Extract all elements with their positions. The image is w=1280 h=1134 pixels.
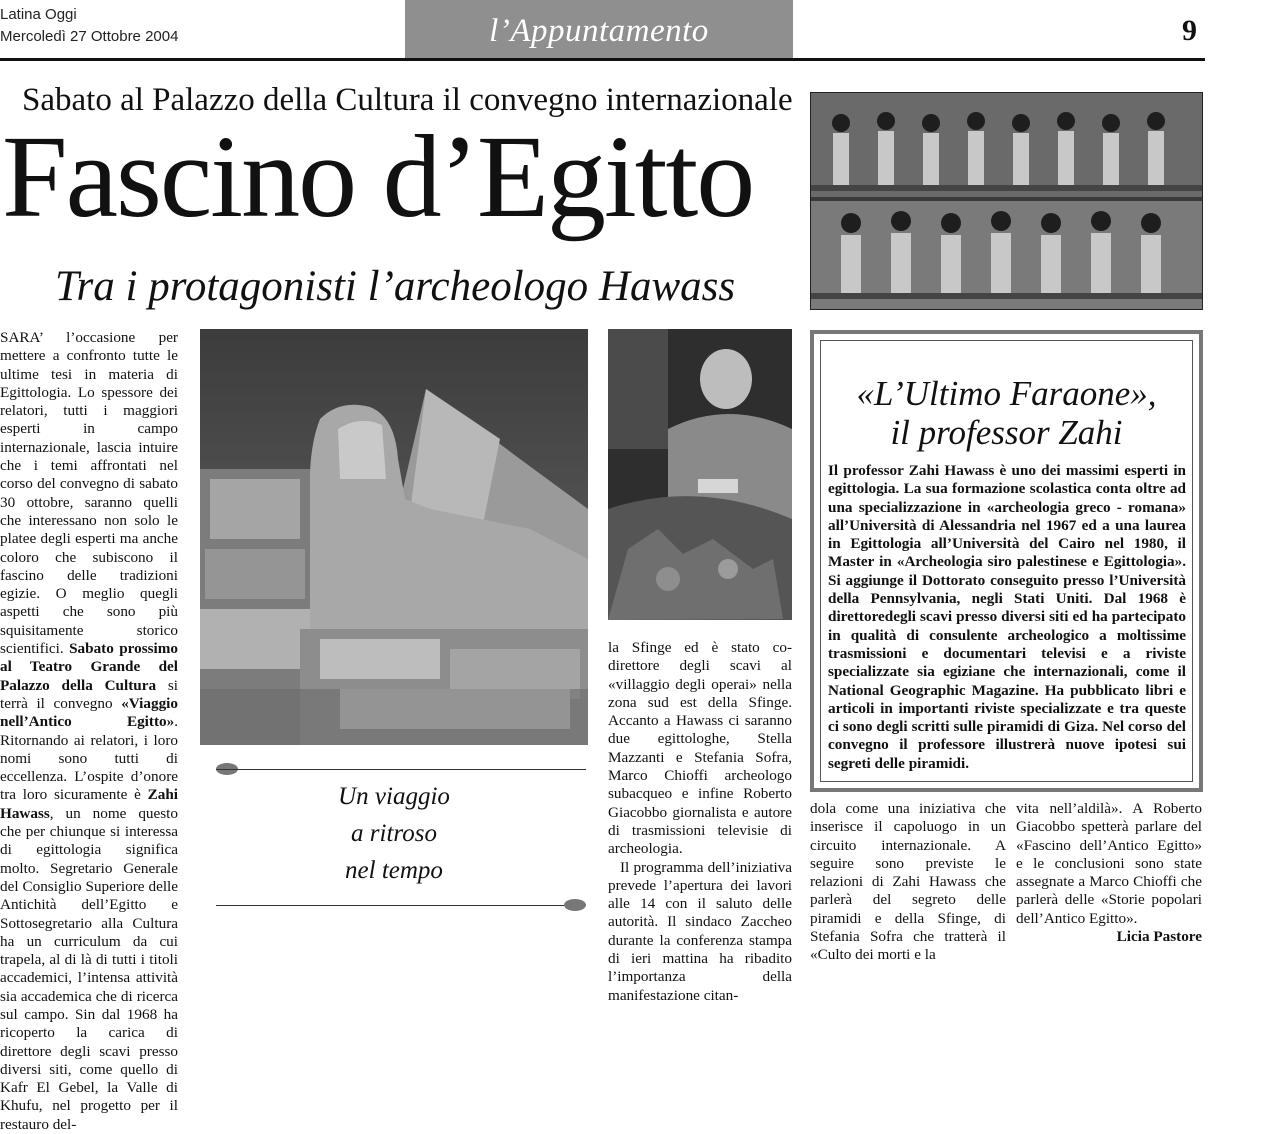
egyptian-fresco-photo <box>810 92 1203 310</box>
box-title-line-1: «L’Ultimo Faraone», <box>856 374 1157 413</box>
publication-name: Latina Oggi <box>0 6 77 23</box>
column-1-paragraph <box>0 329 178 1134</box>
article-column-4 <box>1016 800 1202 946</box>
article-column-2 <box>608 639 792 1004</box>
author-signature: Licia Pastore <box>1116 928 1202 946</box>
article-kicker: Sabato al Palazzo della Cultura il convegno internazionale <box>22 82 793 118</box>
sphinx-pyramid-photo <box>200 329 588 745</box>
box-text: Il professor Zahi Hawass è uno dei massimi esperti in egittologia. La sua formazione scolastica conta oltre ad una specializzazione in «archeologia greco - romana» all’Università di Alessandria nel 1967 ed a una laurea in Egittologia all’Università del Cairo nel 1980, il Master in «Archeologia siro palestinese e Egittologia». Si aggiunge il Dottorato conseguito presso l’Università della Pennsylvania, negli Stati Uniti. Dal 1968 è direttoredegli scavi presso diversi siti ed ha partecipato in qualità di consulente archeologico a moltissime trasmissioni e documentari televisi e a riviste specializzate sia egiziane che internazionali, come il National Geographic Magazine. Ha pubblicato libri e articoli in importanti riviste specializzate e tra queste ci sono degli scritti sulle piramidi di Giza. Nel corso del convegno il professore illustrerà nuove ipotesi sui segreti delle piramidi. <box>828 462 1186 772</box>
text-run-bold: Sabato prossimo al Teatro Grande del Palazzo della Cultura <box>0 640 178 694</box>
text-run: si terrà il convegno <box>0 676 178 712</box>
archaeologist-excavation-photo <box>608 329 792 620</box>
article-column-3: dola come una iniziativa che inserisce il capoluogo in un circuito internazionale. A seguire sono previste le relazioni di Zahi Hawass che parlerà del segreto delle piramidi e della Sfinge, di Stefania Sofra che tratterà il «Culto dei morti e la <box>810 800 1006 964</box>
text-run-bold: «Viaggio nell’Antico Egitto» <box>0 694 178 731</box>
text-run: , un nome questo che per chiunque si interessa di egittologia significa molto. Segretario Generale del Consiglio Superiore delle Antichità dell’Egitto e Sottosegretario alla Cultura ha un curriculum da cui trapela, al di là di tutti i titoli accademici, l’intensa attività sia accademica che di ricerca sul campo. Sin dal 1968 ha ricoperto la carica di direttore degli scavi presso diversi siti, come quello di Kafr El Gebel, la Valle di Khufu, nel progetto per il restauro del- <box>0 804 178 1133</box>
box-border-top <box>810 330 1203 334</box>
column-2-paragraph-1: la Sfinge ed è stato co- direttore degli scavi al «villaggio degli operai» nella zona sud est della Sfinge. Accanto a Hawass ci saranno due egittologhe, Stella Mazzanti e Stefania Sofra, Marco Chioffi archeologo subacqueo e infine Roberto Giacobbo giornalista e autore di trasmissioni televisie di archeologia. <box>608 639 792 858</box>
text-run: SARA’ l’occasione per mettere a confronto tutte le ultime tesi in materia di Egittologia. Lo spessore dei relatori, tutti i maggiori esperti in campo internazionale, lascia intuire che i temi affrontati nel corso del convegno di sabato 30 ottobre, saranno quelli che interessano non solo le platee degli esperti ma anche coloro che subiscono il fascino delle tradizioni egizie. O meglio quegli aspetti che sono più squisitamente storico scientifici. <box>0 329 178 658</box>
text-run: . Ritornando ai relatori, i loro nomi sono tutti di eccellenza. L’ospite d’onore tra loro sicuramente è <box>0 713 178 804</box>
column-4-paragraph: vita nell’aldilà». A Roberto Giacobbo spetterà parlare del «Fascino dell’Antico Egitto» e le conclusioni sono state assegnate a Marco Chioffi che parlerà delle «Storie popolari dell’Antico Egitto». <box>1016 800 1202 927</box>
section-banner: l’Appuntamento <box>405 0 793 58</box>
pull-quote-rule-bottom <box>216 905 586 906</box>
page-number: 9 <box>1182 14 1197 47</box>
column-2-paragraph-2: Il programma dell’iniziativa prevede l’apertura dei lavori alle 14 con il saluto delle autorità. Il sindaco Zaccheo durante la conferenza stampa di ieri mattina ha ribadito l’importanza della manifestazione citan- <box>608 858 792 1004</box>
text-run-bold: Zahi Hawass <box>0 786 178 822</box>
box-title-line-2: il professor Zahi <box>890 413 1123 452</box>
header-rule <box>0 58 1205 61</box>
sidebar-box <box>810 330 1203 792</box>
pull-quote-line-3: nel tempo <box>345 857 443 884</box>
publication-date: Mercoledì 27 Ottobre 2004 <box>0 28 179 45</box>
article-headline: Fascino d’Egitto <box>2 111 754 242</box>
box-border-bottom <box>810 788 1203 792</box>
article-column-1 <box>0 329 178 1133</box>
pull-quote-line-2: a ritroso <box>351 820 437 847</box>
pull-quote-line-1: Un viaggio <box>338 783 450 810</box>
pull-quote-rule-top <box>216 769 586 770</box>
article-subheadline: Tra i protagonisti l’archeologo Hawass <box>55 263 736 310</box>
pull-quote-ornament <box>564 899 586 911</box>
